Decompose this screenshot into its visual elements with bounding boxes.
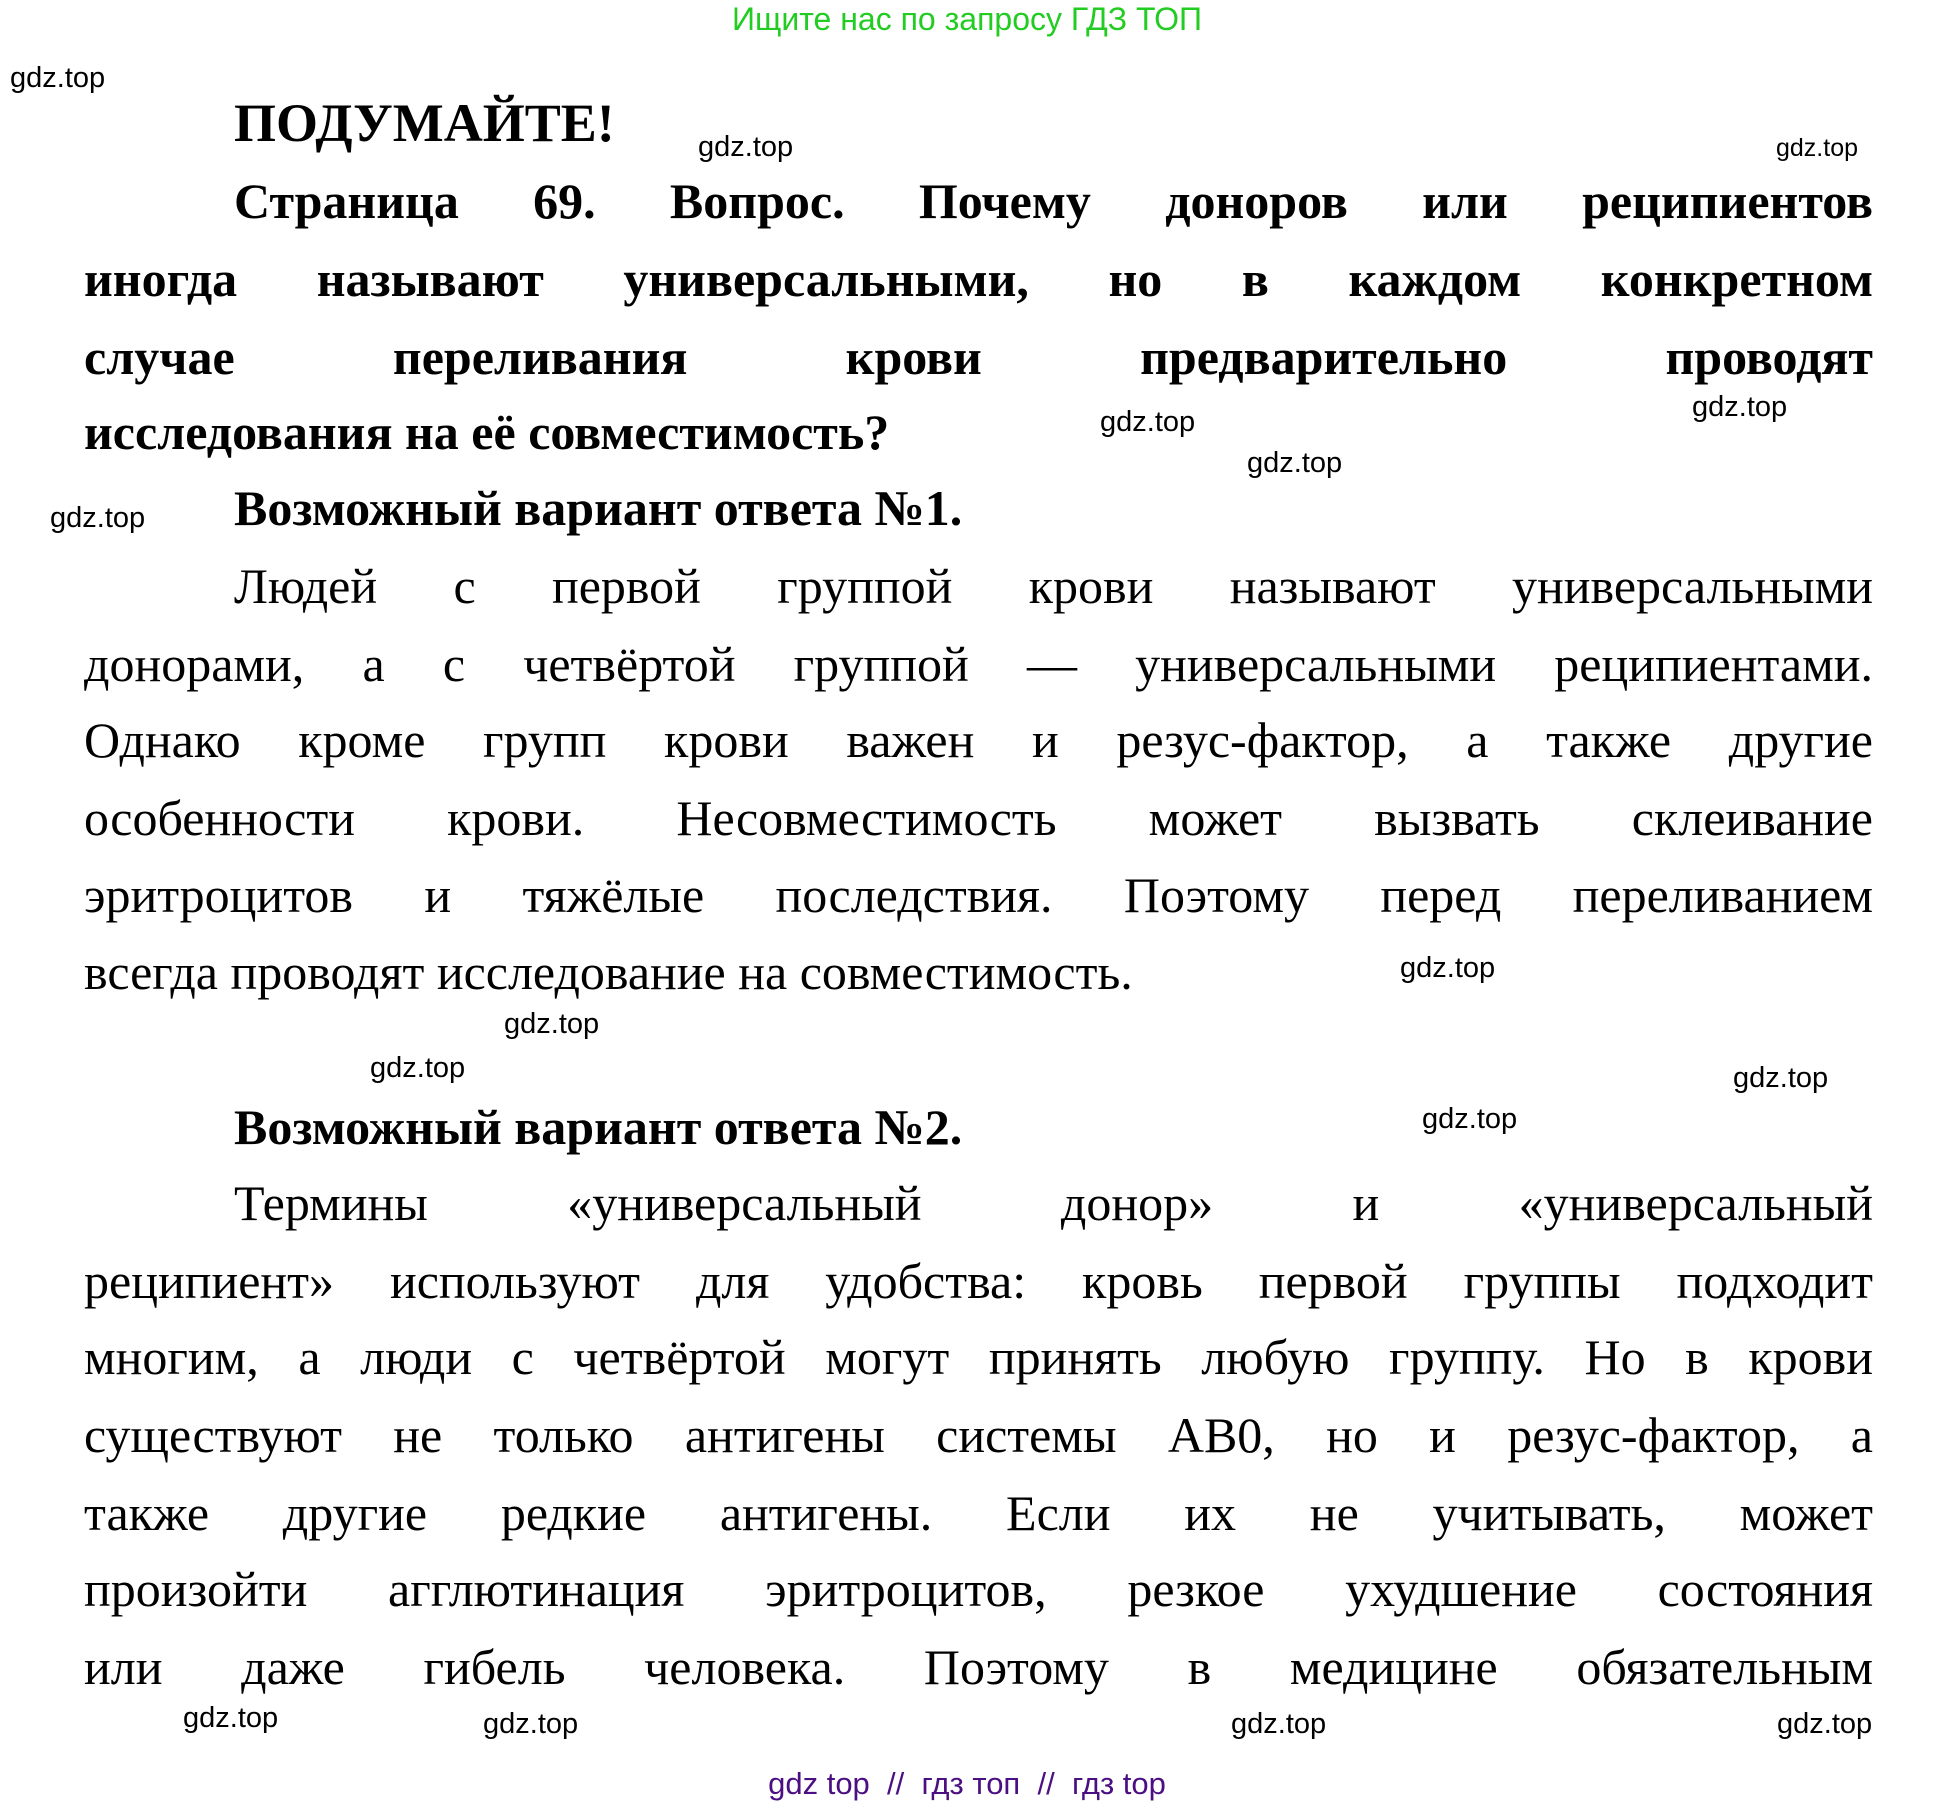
answer1-line: особенности крови. Несовместимость может вызвать склеивание bbox=[84, 790, 1873, 846]
watermark: gdz.top bbox=[1247, 447, 1343, 479]
watermark: gdz.top bbox=[50, 502, 146, 534]
answer1-line: эритроцитов и тяжёлые последствия. Поэтому перед переливанием bbox=[84, 867, 1873, 923]
answer1-line: Однако кроме групп крови важен и резус-фактор, а также другие bbox=[84, 712, 1873, 768]
answer2-heading: Возможный вариант ответа №2. bbox=[234, 1099, 963, 1155]
watermark: gdz.top bbox=[1400, 952, 1496, 984]
answer1-line: всегда проводят исследование на совместимость. bbox=[84, 944, 1133, 1000]
watermark: gdz.top bbox=[10, 62, 106, 94]
answer2-line: также другие редкие антигены. Если их не учитывать, может bbox=[84, 1485, 1873, 1541]
question-line: Страница 69. Вопрос. Почему доноров или реципиентов bbox=[234, 173, 1873, 229]
footer-watermark bbox=[0, 1764, 1934, 1804]
watermark: gdz.top bbox=[698, 131, 794, 163]
header-banner: Ищите нас по запросу ГДЗ ТОП bbox=[732, 1, 1202, 37]
watermark: gdz.top bbox=[1733, 1062, 1829, 1094]
question-line: случае переливания крови предварительно проводят bbox=[84, 329, 1873, 385]
footer-separator: // bbox=[887, 1766, 905, 1801]
watermark: gdz.top bbox=[1692, 391, 1788, 423]
question-line: иногда называют универсальными, но в каждом конкретном bbox=[84, 251, 1873, 307]
answer2-line: реципиент» используют для удобства: кровь первой группы подходит bbox=[84, 1253, 1873, 1309]
watermark: gdz.top bbox=[483, 1708, 579, 1740]
watermark: gdz.top bbox=[1100, 406, 1196, 438]
answer2-line: Термины «универсальный донор» и «универсальный bbox=[234, 1175, 1873, 1231]
watermark: gdz.top bbox=[1776, 134, 1859, 162]
footer-separator: // bbox=[1037, 1766, 1055, 1801]
footer-text: гдз топ bbox=[921, 1766, 1021, 1801]
watermark: gdz.top bbox=[1777, 1708, 1873, 1740]
answer1-heading: Возможный вариант ответа №1. bbox=[234, 480, 963, 536]
watermark: gdz.top bbox=[1231, 1708, 1327, 1740]
watermark: gdz.top bbox=[504, 1008, 600, 1040]
watermark: gdz.top bbox=[1422, 1103, 1518, 1135]
footer-text: гдз top bbox=[1071, 1766, 1166, 1801]
answer2-line: или даже гибель человека. Поэтому в медицине обязательным bbox=[84, 1639, 1873, 1695]
answer1-line: донорами, а с четвёртой группой — универсальными реципиентами. bbox=[84, 636, 1873, 692]
answer2-line: существуют не только антигены системы АВ0, но и резус-фактор, а bbox=[84, 1407, 1873, 1463]
watermark: gdz.top bbox=[183, 1702, 279, 1734]
watermark: gdz.top bbox=[370, 1052, 466, 1084]
answer2-line: произойти агглютинация эритроцитов, резкое ухудшение состояния bbox=[84, 1561, 1873, 1617]
footer-text: gdz top bbox=[768, 1766, 870, 1801]
page-title: ПОДУМАЙТЕ! bbox=[234, 93, 615, 153]
question-line: исследования на её совместимость? bbox=[84, 404, 890, 460]
answer2-line: многим, а люди с четвёртой могут принять любую группу. Но в крови bbox=[84, 1329, 1873, 1385]
answer1-line: Людей с первой группой крови называют универсальными bbox=[234, 558, 1873, 614]
